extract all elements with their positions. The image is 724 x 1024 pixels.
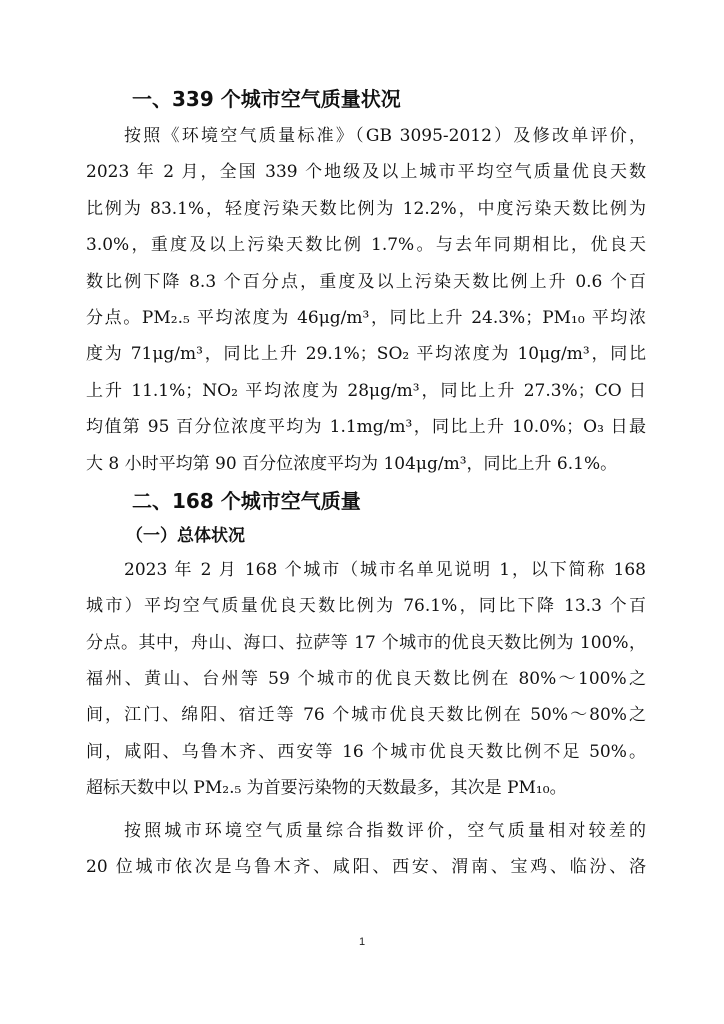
- text-line: 比例为 83.1%，轻度污染天数比例为 12.2%，中度污染天数比例为: [86, 198, 646, 219]
- text-line: 大 8 小时平均第 90 百分位浓度平均为 104μg/m³，同比上升 6.1%。: [86, 453, 618, 474]
- text-line: 间，咸阳、乌鲁木齐、西安等 16 个城市优良天数比例不足 50%。: [86, 741, 646, 762]
- text-line: 2023 年 2 月 168 个城市（城市名单见说明 1，以下简称 168: [124, 559, 646, 580]
- text-line: 按照城市环境空气质量综合指数评价，空气质量相对较差的: [124, 820, 646, 841]
- section-1-paragraph: [86, 118, 646, 482]
- text-line: 间，江门、绵阳、宿迁等 76 个城市优良天数比例在 50%～80%之: [86, 705, 646, 726]
- text-line: 分点。其中，舟山、海口、拉萨等 17 个城市的优良天数比例为 100%，: [86, 632, 646, 653]
- section-2-subheading: （一）总体状况: [126, 525, 245, 546]
- section-1-heading: 一、339 个城市空气质量状况: [132, 87, 401, 111]
- text-line: 数比例下降 8.3 个百分点，重度及以上污染天数比例上升 0.6 个百: [86, 271, 646, 292]
- text-line: 度为 71μg/m³，同比上升 29.1%；SO₂ 平均浓度为 10μg/m³，同比: [86, 344, 646, 365]
- document-page: [86, 80, 646, 885]
- text-line: 上升 11.1%；NO₂ 平均浓度为 28μg/m³，同比上升 27.3%；CO 日: [86, 380, 646, 401]
- section-2-paragraph-2: [86, 813, 646, 886]
- text-line: 20 位城市依次是乌鲁木齐、咸阳、西安、渭南、宝鸡、临汾、洛: [86, 857, 646, 878]
- text-line: 福州、黄山、台州等 59 个城市的优良天数比例在 80%～100%之: [86, 669, 646, 690]
- text-line: 城市）平均空气质量优良天数比例为 76.1%，同比下降 13.3 个百: [86, 596, 646, 617]
- text-line: 按照《环境空气质量标准》（GB 3095-2012）及修改单评价，: [124, 126, 646, 146]
- section-2-paragraph-1: [86, 552, 646, 807]
- text-line: 均值第 95 百分位浓度平均为 1.1mg/m³，同比上升 10.0%；O₃ 日最: [86, 417, 646, 438]
- section-2-heading: 二、168 个城市空气质量: [132, 488, 361, 513]
- text-line: 2023 年 2 月，全国 339 个地级及以上城市平均空气质量优良天数: [86, 162, 646, 183]
- text-line: 分点。PM₂.₅ 平均浓度为 46μg/m³，同比上升 24.3%；PM₁₀ 平均浓: [86, 307, 646, 328]
- page-number: 1: [358, 936, 366, 948]
- text-line: 3.0%，重度及以上污染天数比例 1.7%。与去年同期相比，优良天: [86, 235, 646, 256]
- text-line: 超标天数中以 PM₂.₅ 为首要污染物的天数最多，其次是 PM₁₀。: [86, 778, 567, 799]
